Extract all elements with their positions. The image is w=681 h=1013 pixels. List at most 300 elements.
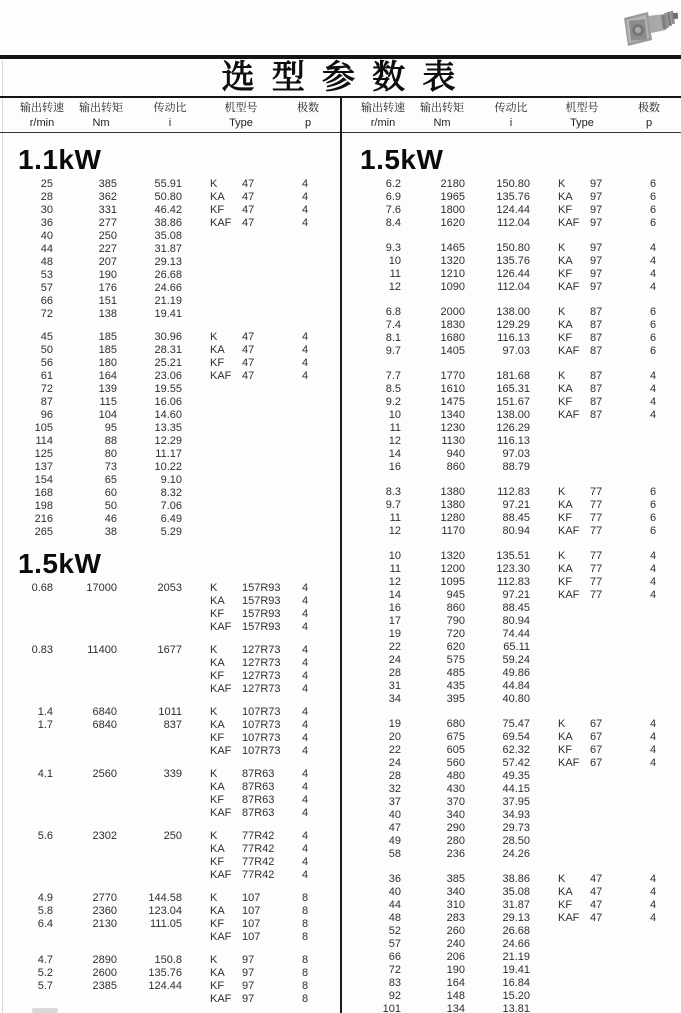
cell-torque: 1770 bbox=[440, 370, 465, 382]
cell-type bbox=[530, 938, 590, 951]
cell-ratio: 339 bbox=[163, 768, 182, 780]
cell-poles: 4 bbox=[302, 217, 309, 229]
cell-speed: 28 bbox=[388, 667, 401, 679]
cell-poles: 4 bbox=[650, 718, 657, 730]
cell-speed: 0.83 bbox=[31, 644, 53, 656]
cell-torque: 860 bbox=[446, 602, 465, 614]
cell-model bbox=[590, 938, 648, 951]
cell-speed bbox=[0, 732, 53, 745]
cell-ratio: 34.93 bbox=[502, 809, 530, 821]
cell-poles bbox=[648, 602, 678, 615]
cell-type: KAF bbox=[558, 345, 580, 357]
cell-torque: 860 bbox=[446, 461, 465, 473]
cell-ratio: 97.03 bbox=[502, 448, 530, 460]
data-block bbox=[0, 331, 340, 539]
cell-model bbox=[590, 667, 648, 680]
cell-poles: 4 bbox=[650, 242, 657, 254]
cell-poles bbox=[648, 938, 678, 951]
table-row bbox=[342, 628, 681, 641]
cell-type: KA bbox=[210, 843, 225, 855]
cell-torque bbox=[53, 807, 117, 820]
cell-ratio: 116.13 bbox=[497, 332, 530, 344]
column-header bbox=[225, 101, 258, 131]
cell-poles: 4 bbox=[302, 370, 309, 382]
cell-speed: 24 bbox=[388, 757, 401, 769]
cell-type bbox=[182, 383, 242, 396]
cell-model bbox=[242, 513, 300, 526]
cell-type: KAF bbox=[210, 683, 232, 695]
cell-ratio bbox=[117, 931, 182, 944]
cell-type bbox=[182, 308, 242, 321]
cell-poles bbox=[648, 990, 678, 1003]
cell-type: KAF bbox=[558, 525, 580, 537]
cell-poles: 4 bbox=[650, 912, 657, 924]
cell-type: KAF bbox=[210, 370, 232, 382]
cell-type bbox=[530, 925, 590, 938]
cell-model bbox=[590, 1003, 648, 1013]
cell-speed: 57 bbox=[40, 282, 53, 294]
cell-model bbox=[242, 295, 300, 308]
table-row bbox=[342, 899, 681, 912]
cell-ratio: 25.21 bbox=[154, 357, 182, 369]
cell-ratio: 35.08 bbox=[502, 886, 530, 898]
cell-type: KA bbox=[558, 563, 573, 575]
cell-ratio: 97.21 bbox=[502, 589, 530, 601]
column-header-label: 机型号 bbox=[224, 102, 258, 114]
cell-torque bbox=[53, 931, 117, 944]
cell-ratio bbox=[117, 993, 182, 1006]
cell-type: KAF bbox=[210, 807, 232, 819]
cell-torque: 6840 bbox=[92, 706, 117, 718]
cell-type: KF bbox=[210, 204, 225, 216]
cell-model bbox=[590, 951, 648, 964]
cell-speed bbox=[0, 621, 53, 634]
cell-speed: 8.3 bbox=[385, 486, 401, 498]
cell-type: K bbox=[558, 486, 566, 498]
table-row bbox=[0, 344, 340, 357]
cell-ratio: 181.68 bbox=[496, 370, 530, 382]
cell-ratio: 75.47 bbox=[502, 718, 530, 730]
cell-poles bbox=[300, 526, 336, 539]
cell-ratio: 112.04 bbox=[497, 217, 530, 229]
cell-torque bbox=[53, 781, 117, 794]
cell-ratio: 46.42 bbox=[154, 204, 182, 216]
cell-torque: 283 bbox=[446, 912, 465, 924]
cell-torque: 240 bbox=[446, 938, 465, 950]
cell-model: 107 bbox=[242, 905, 261, 917]
cell-ratio: 65.11 bbox=[503, 641, 530, 653]
cell-torque: 250 bbox=[98, 230, 117, 242]
cell-poles: 4 bbox=[302, 719, 309, 731]
cell-ratio: 24.66 bbox=[154, 282, 182, 294]
cell-poles bbox=[300, 282, 336, 295]
cell-torque: 575 bbox=[446, 654, 465, 666]
table-row bbox=[342, 255, 681, 268]
cell-type: KA bbox=[558, 499, 573, 511]
table-row bbox=[342, 345, 681, 358]
cell-type bbox=[530, 809, 590, 822]
cell-ratio: 57.42 bbox=[502, 757, 530, 769]
cell-model: 157R93 bbox=[242, 621, 281, 633]
cell-poles bbox=[300, 256, 336, 269]
cell-type bbox=[530, 964, 590, 977]
cell-poles bbox=[648, 435, 678, 448]
cell-speed: 9.7 bbox=[385, 345, 401, 357]
cell-speed: 92 bbox=[388, 990, 401, 1002]
cell-torque: 139 bbox=[98, 383, 117, 395]
cell-torque bbox=[53, 657, 117, 670]
cell-speed: 11 bbox=[389, 268, 401, 280]
cell-model: 127R73 bbox=[242, 644, 281, 656]
cell-speed: 16 bbox=[388, 602, 401, 614]
table-row bbox=[0, 357, 340, 370]
cell-ratio: 69.54 bbox=[502, 731, 530, 743]
table-row bbox=[342, 964, 681, 977]
cell-ratio: 62.32 bbox=[502, 744, 530, 756]
cell-ratio: 31.87 bbox=[502, 899, 530, 911]
cell-type: KAF bbox=[558, 281, 580, 293]
cell-model bbox=[590, 435, 648, 448]
cell-model: 47 bbox=[242, 331, 255, 343]
table-row bbox=[342, 886, 681, 899]
table-row bbox=[342, 925, 681, 938]
cell-model bbox=[242, 409, 300, 422]
cell-model: 47 bbox=[242, 344, 255, 356]
gearmotor-photo-icon bbox=[618, 4, 678, 54]
cell-torque: 940 bbox=[446, 448, 465, 460]
cell-model: 127R73 bbox=[242, 657, 281, 669]
column-header-unit: Nm bbox=[92, 117, 110, 129]
table-row bbox=[0, 869, 340, 882]
cell-torque bbox=[53, 608, 117, 621]
table-row bbox=[0, 409, 340, 422]
cell-ratio: 138.00 bbox=[496, 306, 530, 318]
cell-model: 77 bbox=[590, 499, 603, 511]
cell-torque bbox=[53, 683, 117, 696]
cell-ratio: 9.10 bbox=[160, 474, 182, 486]
cell-torque: 73 bbox=[104, 461, 117, 473]
cell-speed: 22 bbox=[388, 641, 401, 653]
cell-model: 67 bbox=[590, 718, 603, 730]
cell-type: KA bbox=[558, 731, 573, 743]
table-row bbox=[342, 178, 681, 191]
cell-ratio: 19.41 bbox=[154, 308, 182, 320]
table-row bbox=[0, 435, 340, 448]
cell-speed: 66 bbox=[40, 295, 53, 307]
cell-torque: 1095 bbox=[440, 576, 465, 588]
table-row bbox=[0, 582, 340, 595]
cell-torque: 2180 bbox=[440, 178, 465, 190]
data-block bbox=[0, 582, 340, 634]
table-row bbox=[342, 499, 681, 512]
cell-speed: 22 bbox=[388, 744, 401, 756]
cell-type: KAF bbox=[210, 869, 232, 881]
cell-model: 97 bbox=[242, 967, 255, 979]
cell-poles bbox=[648, 615, 678, 628]
cell-torque: 185 bbox=[98, 344, 117, 356]
cell-poles: 4 bbox=[302, 869, 309, 881]
table-row bbox=[0, 918, 340, 931]
table-row bbox=[342, 370, 681, 383]
cell-ratio: 151.67 bbox=[496, 396, 530, 408]
cell-poles bbox=[648, 835, 678, 848]
cell-type bbox=[182, 526, 242, 539]
cell-speed bbox=[0, 993, 53, 1006]
cell-poles bbox=[648, 628, 678, 641]
cell-type bbox=[182, 243, 242, 256]
cell-ratio: 24.26 bbox=[502, 848, 530, 860]
cell-torque: 236 bbox=[446, 848, 465, 860]
cell-type: KF bbox=[210, 732, 225, 744]
cell-model: 87 bbox=[590, 396, 603, 408]
cell-ratio bbox=[117, 732, 182, 745]
cell-torque: 277 bbox=[98, 217, 117, 229]
cell-type: KF bbox=[558, 268, 573, 280]
cell-ratio: 165.31 bbox=[496, 383, 530, 395]
cell-torque: 2385 bbox=[92, 980, 117, 992]
table-row bbox=[0, 526, 340, 539]
cell-poles: 4 bbox=[302, 745, 309, 757]
data-block bbox=[0, 706, 340, 758]
cell-speed: 4.1 bbox=[37, 768, 53, 780]
cell-torque bbox=[53, 869, 117, 882]
cell-poles bbox=[648, 422, 678, 435]
cell-model: 77R42 bbox=[242, 830, 275, 842]
cell-torque: 1130 bbox=[441, 435, 465, 447]
cell-model: 87 bbox=[590, 409, 603, 421]
cell-ratio: 126.29 bbox=[496, 422, 530, 434]
cell-torque: 331 bbox=[98, 204, 117, 216]
cell-poles bbox=[648, 783, 678, 796]
table-row bbox=[342, 461, 681, 474]
data-block bbox=[0, 644, 340, 696]
cell-type bbox=[530, 977, 590, 990]
table-row bbox=[0, 706, 340, 719]
cell-model: 107 bbox=[242, 892, 261, 904]
column-header bbox=[297, 101, 319, 131]
table-row bbox=[0, 954, 340, 967]
cell-torque: 1340 bbox=[440, 409, 465, 421]
cell-ratio: 144.58 bbox=[148, 892, 182, 904]
cell-speed: 9.3 bbox=[385, 242, 401, 254]
cell-torque: 1230 bbox=[440, 422, 465, 434]
cell-speed bbox=[0, 781, 53, 794]
cell-speed: 8.4 bbox=[385, 217, 401, 229]
cell-poles: 6 bbox=[650, 525, 657, 537]
cell-speed: 10 bbox=[388, 255, 401, 267]
cell-speed: 96 bbox=[40, 409, 53, 421]
cell-poles: 6 bbox=[650, 499, 657, 511]
cell-type: KF bbox=[210, 670, 225, 682]
cell-poles bbox=[648, 822, 678, 835]
column-header bbox=[154, 101, 187, 131]
cell-model: 97 bbox=[242, 993, 255, 1005]
cell-torque bbox=[53, 621, 117, 634]
cell-torque: 1830 bbox=[440, 319, 465, 331]
cell-model: 47 bbox=[242, 191, 255, 203]
cell-poles: 4 bbox=[302, 344, 309, 356]
cell-ratio: 38.86 bbox=[502, 873, 530, 885]
cell-model bbox=[242, 448, 300, 461]
cell-speed: 30 bbox=[40, 204, 53, 216]
cell-poles bbox=[648, 693, 678, 706]
table-row bbox=[0, 644, 340, 657]
table-row bbox=[0, 993, 340, 1006]
cell-torque: 945 bbox=[446, 589, 465, 601]
table-row bbox=[342, 770, 681, 783]
cell-model: 47 bbox=[242, 204, 255, 216]
cell-model: 87 bbox=[590, 306, 603, 318]
table-row bbox=[342, 512, 681, 525]
cell-poles: 4 bbox=[650, 281, 657, 293]
cell-ratio: 16.84 bbox=[502, 977, 530, 989]
cell-ratio: 13.81 bbox=[502, 1003, 530, 1013]
table-row bbox=[342, 396, 681, 409]
cell-type bbox=[182, 409, 242, 422]
cell-torque: 370 bbox=[446, 796, 465, 808]
table-row bbox=[342, 306, 681, 319]
cell-type bbox=[530, 448, 590, 461]
cell-speed: 5.2 bbox=[37, 967, 53, 979]
table-row bbox=[342, 938, 681, 951]
cell-ratio bbox=[117, 683, 182, 696]
cell-poles bbox=[648, 641, 678, 654]
data-block bbox=[342, 718, 681, 861]
table-row bbox=[342, 409, 681, 422]
cell-poles: 4 bbox=[302, 582, 309, 594]
cell-poles bbox=[300, 422, 336, 435]
table-panel-right bbox=[342, 135, 681, 1013]
cell-model: 107R73 bbox=[242, 706, 281, 718]
cell-ratio: 124.44 bbox=[148, 980, 182, 992]
cell-speed bbox=[0, 843, 53, 856]
cell-speed: 7.4 bbox=[385, 319, 401, 331]
cell-model: 87 bbox=[590, 345, 603, 357]
cell-type: KAF bbox=[558, 409, 580, 421]
cell-speed: 5.6 bbox=[37, 830, 53, 842]
cell-speed: 50 bbox=[40, 344, 53, 356]
cell-ratio: 97.03 bbox=[502, 345, 530, 357]
table-row bbox=[0, 448, 340, 461]
cell-speed bbox=[0, 931, 53, 944]
cell-model: 47 bbox=[590, 899, 603, 911]
cell-ratio: 12.29 bbox=[154, 435, 182, 447]
cell-ratio: 111.05 bbox=[149, 918, 182, 930]
cell-speed: 20 bbox=[388, 731, 401, 743]
cell-ratio bbox=[117, 595, 182, 608]
cell-model bbox=[590, 602, 648, 615]
table-row bbox=[342, 602, 681, 615]
table-row bbox=[342, 744, 681, 757]
cell-torque: 1680 bbox=[440, 332, 465, 344]
data-block bbox=[342, 306, 681, 358]
cell-torque: 38 bbox=[104, 526, 117, 538]
cell-torque: 362 bbox=[98, 191, 117, 203]
table-row bbox=[0, 745, 340, 758]
cell-torque: 11400 bbox=[87, 644, 117, 656]
cell-type bbox=[182, 396, 242, 409]
cell-model: 107 bbox=[242, 931, 261, 943]
cell-torque: 88 bbox=[104, 435, 117, 447]
cell-model bbox=[590, 809, 648, 822]
cell-poles bbox=[648, 977, 678, 990]
cell-type: KA bbox=[210, 905, 225, 917]
cell-ratio: 74.44 bbox=[502, 628, 530, 640]
cell-torque: 207 bbox=[98, 256, 117, 268]
cell-speed: 12 bbox=[388, 525, 401, 537]
cell-speed: 37 bbox=[388, 796, 401, 808]
cell-torque: 17000 bbox=[86, 582, 117, 594]
cell-speed: 72 bbox=[40, 308, 53, 320]
cell-ratio: 31.87 bbox=[154, 243, 182, 255]
cell-poles: 4 bbox=[302, 781, 309, 793]
section-heading: 1.5kW bbox=[18, 548, 102, 579]
cell-poles: 4 bbox=[302, 621, 309, 633]
table-row bbox=[0, 295, 340, 308]
table-row bbox=[342, 835, 681, 848]
cell-model bbox=[242, 269, 300, 282]
cell-model: 87 bbox=[590, 332, 603, 344]
cell-poles: 4 bbox=[650, 255, 657, 267]
cell-model bbox=[590, 641, 648, 654]
table-row bbox=[0, 513, 340, 526]
cell-ratio: 21.19 bbox=[154, 295, 182, 307]
table-row bbox=[0, 396, 340, 409]
cell-torque: 1090 bbox=[440, 281, 465, 293]
cell-poles: 6 bbox=[650, 306, 657, 318]
cell-torque bbox=[53, 732, 117, 745]
table-row bbox=[0, 670, 340, 683]
table-row bbox=[0, 461, 340, 474]
cell-type: KA bbox=[558, 319, 573, 331]
cell-speed: 61 bbox=[40, 370, 53, 382]
table-row bbox=[342, 873, 681, 886]
cell-ratio: 837 bbox=[163, 719, 182, 731]
table-row bbox=[342, 693, 681, 706]
cell-ratio: 7.06 bbox=[160, 500, 182, 512]
cell-type: KA bbox=[210, 344, 225, 356]
cell-torque bbox=[53, 670, 117, 683]
cell-torque: 148 bbox=[446, 990, 465, 1002]
cell-ratio: 97.21 bbox=[502, 499, 530, 511]
table-row bbox=[342, 191, 681, 204]
cell-poles: 4 bbox=[302, 331, 309, 343]
cell-ratio: 135.51 bbox=[496, 550, 530, 562]
cell-type: K bbox=[558, 178, 566, 190]
cell-type: KF bbox=[210, 608, 225, 620]
cell-ratio: 80.94 bbox=[502, 615, 530, 627]
cell-model: 97 bbox=[590, 217, 603, 229]
table-row bbox=[342, 204, 681, 217]
cell-model bbox=[242, 396, 300, 409]
cutoff-row-artifact bbox=[32, 1008, 58, 1013]
column-header-label: 传动比 bbox=[153, 102, 187, 114]
cell-type: K bbox=[210, 830, 218, 842]
cell-poles bbox=[648, 654, 678, 667]
cell-model bbox=[590, 615, 648, 628]
cell-type: K bbox=[210, 768, 218, 780]
cell-speed: 11 bbox=[389, 512, 401, 524]
cell-torque: 395 bbox=[446, 693, 465, 705]
cell-torque: 95 bbox=[104, 422, 117, 434]
cell-type bbox=[182, 230, 242, 243]
table-row bbox=[342, 731, 681, 744]
cell-model: 77 bbox=[590, 512, 603, 524]
cell-ratio: 135.76 bbox=[496, 191, 530, 203]
cell-torque bbox=[53, 794, 117, 807]
cell-ratio: 126.44 bbox=[496, 268, 530, 280]
cell-speed: 101 bbox=[382, 1003, 401, 1013]
